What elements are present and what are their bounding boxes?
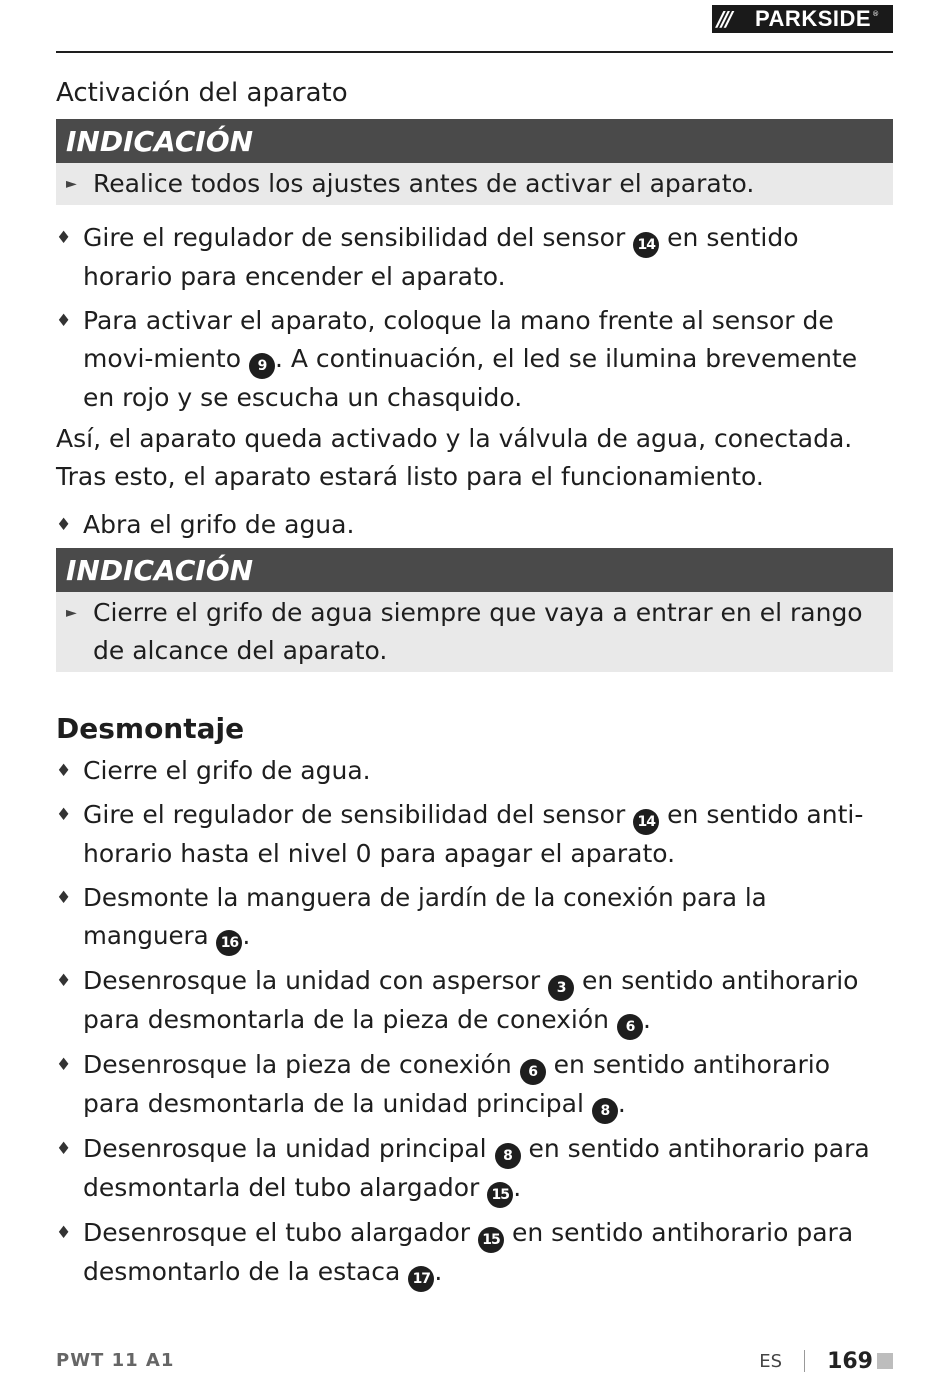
footer-separator [804, 1350, 805, 1372]
step-item: ♦ Gire el regulador de sensibilidad del sensor 14 en sentido anti-horario hasta el nivel 0 para apagar el aparato. [56, 796, 893, 873]
header-divider [56, 51, 893, 53]
note-item-text: Realice todos los ajustes antes de activar el aparato. [93, 169, 755, 198]
step-item: ♦ Abra el grifo de agua. [56, 506, 893, 544]
ref-number-badge: 9 [249, 353, 275, 379]
note-item [64, 594, 885, 670]
note-box-2 [56, 548, 893, 672]
ref-number-badge: 16 [216, 930, 242, 956]
diamond-bullet-icon: ♦ [56, 761, 72, 781]
note-item [64, 165, 885, 203]
diamond-bullet-icon: ♦ [56, 1139, 72, 1159]
page-content [56, 74, 893, 1292]
ref-number-badge: 6 [617, 1014, 643, 1040]
step-item: ♦ Gire el regulador de sensibilidad del sensor 14 en sentido horario para encender el aparato. [56, 219, 893, 296]
note-item-text: Cierre el grifo de agua siempre que vaya a entrar en el rango de alcance del aparato. [93, 598, 863, 665]
ref-number-badge: 14 [633, 232, 659, 258]
ref-number-badge: 15 [487, 1182, 513, 1208]
step-item: ♦ Desenrosque el tubo alargador 15 en sentido antihorario para desmontarlo de la estaca 17 . [56, 1214, 893, 1292]
step-item: ♦ Cierre el grifo de agua. [56, 752, 893, 790]
arrow-bullet-icon: ► [66, 176, 77, 192]
step-item: ♦ Desenrosque la unidad principal 8 en sentido antihorario para desmontarla del tubo alargador 15 . [56, 1130, 893, 1208]
section-title-desmontaje: Desmontaje [56, 712, 245, 745]
note-box-1 [56, 119, 893, 205]
diamond-bullet-icon: ♦ [56, 805, 72, 825]
note-body [56, 163, 893, 205]
diamond-bullet-icon: ♦ [56, 228, 72, 248]
logo-registered-mark: ® [872, 10, 880, 18]
diamond-bullet-icon: ♦ [56, 1223, 72, 1243]
note-body [56, 592, 893, 672]
diamond-bullet-icon: ♦ [56, 311, 72, 331]
diamond-bullet-icon: ♦ [56, 888, 72, 908]
footer-language-code: ES [759, 1350, 783, 1372]
ref-number-badge: 15 [478, 1227, 504, 1253]
note-heading: INDICACIÓN [56, 119, 893, 163]
diamond-bullet-icon: ♦ [56, 515, 72, 535]
ref-number-badge: 17 [408, 1266, 434, 1292]
footer-model-number: PWT 11 A1 [56, 1350, 175, 1371]
ref-number-badge: 14 [633, 809, 659, 835]
diamond-bullet-icon: ♦ [56, 971, 72, 991]
logo-brand-text: PARKSIDE [755, 6, 872, 31]
note-heading: INDICACIÓN [56, 548, 893, 592]
footer-page-info [759, 1346, 893, 1376]
arrow-bullet-icon: ► [66, 605, 77, 621]
footer-page-number: 169 [827, 1348, 873, 1374]
ref-number-badge: 3 [548, 975, 574, 1001]
step-item: ♦ Desmonte la manguera de jardín de la conexión para la manguera 16 . [56, 879, 893, 956]
ref-number-badge: 8 [495, 1143, 521, 1169]
step-item: ♦ Desenrosque la unidad con aspersor 3 en sentido antihorario para desmontarla de la pieza de conexión 6 . [56, 962, 893, 1040]
paragraph-text: Así, el aparato queda activado y la válvula de agua, conectada. Tras esto, el aparato estará listo para el funcionamiento. [56, 424, 853, 491]
step-item: ♦ Desenrosque la pieza de conexión 6 en sentido antihorario para desmontarla de la unidad principal 8 . [56, 1046, 893, 1124]
step-item: ♦ Para activar el aparato, coloque la mano frente al sensor de movi-miento 9 . A continuación, el led se ilumina brevemente en rojo y se escucha un chasquido. [56, 302, 893, 417]
footer-square-icon [877, 1353, 893, 1369]
diamond-bullet-icon: ♦ [56, 1055, 72, 1075]
parkside-logo [712, 5, 893, 33]
logo-slashes: /// [717, 7, 730, 31]
ref-number-badge: 6 [520, 1059, 546, 1085]
ref-number-badge: 8 [592, 1098, 618, 1124]
section-title-activacion: Activación del aparato [56, 78, 348, 108]
